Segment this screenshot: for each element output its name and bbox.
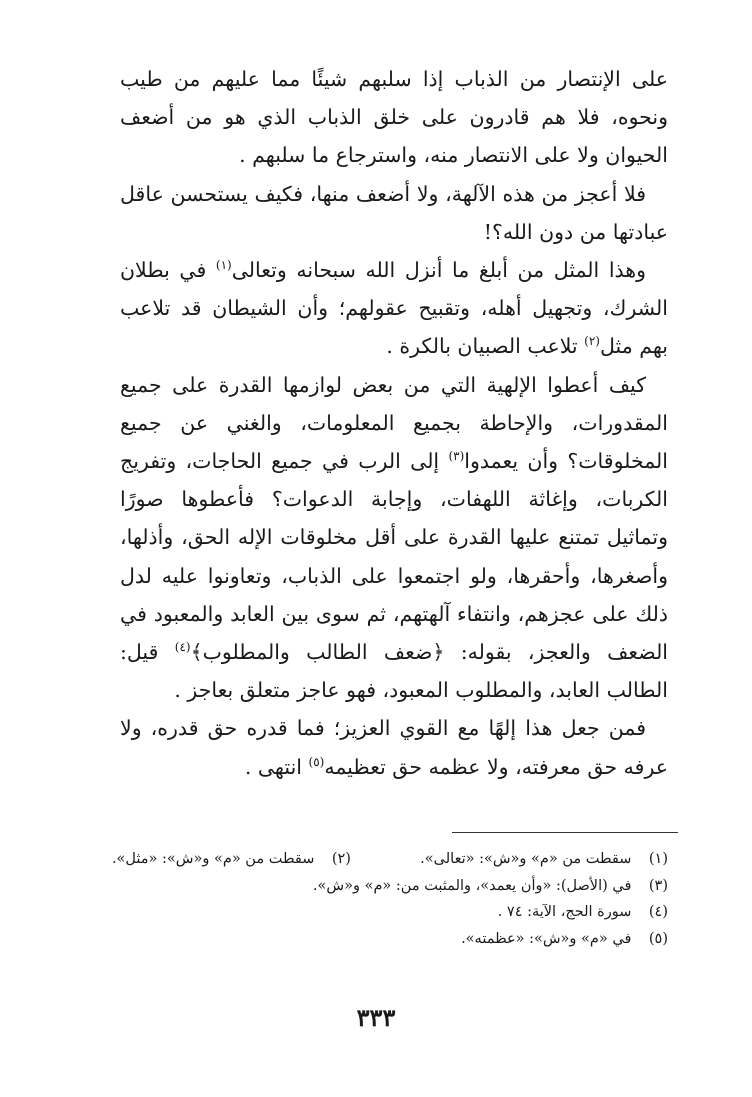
footnote-text: في (الأصل): «وأن يعمد»، والمثبت من: «م» و«ش». bbox=[312, 877, 632, 894]
page-number: ٣٣٣ bbox=[356, 1003, 396, 1032]
footnote-text: سورة الحج، الآية: ٧٤ . bbox=[497, 904, 632, 920]
paragraph bbox=[120, 366, 668, 710]
footnote-number: (١) bbox=[648, 851, 668, 867]
footnotes bbox=[111, 846, 668, 952]
footnote-text: في «م» و«ش»: «عظمته». bbox=[461, 930, 632, 947]
footnote-reference: (٢) bbox=[584, 334, 600, 349]
page-body bbox=[120, 60, 668, 786]
footnote-divider bbox=[452, 832, 678, 833]
footnote-line-5 bbox=[120, 926, 668, 953]
footnote-reference: (٣) bbox=[448, 449, 465, 464]
paragraph-text: قيل: الطالب العابد، والمطلوب المعبود، فهو عاجز متعلق بعاجز . bbox=[120, 640, 668, 703]
footnote-reference: (١) bbox=[215, 258, 232, 273]
footnote-number: (٢) bbox=[331, 851, 351, 867]
footnote-line-3 bbox=[120, 873, 668, 900]
main-text bbox=[120, 60, 668, 786]
footnote-number: (٤) bbox=[648, 904, 668, 920]
paragraph-text: كيف أعطوا الإلهية التي من بعض لوازمها القدرة على جميع المقدورات، والإحاطة بجميع المعلومات، والغني عن جميع المخلوقات؟ وأن يعمدوا bbox=[120, 372, 668, 474]
paragraph bbox=[120, 175, 668, 251]
paragraph-text: تلاعب الصبيان بالكرة . bbox=[386, 334, 585, 359]
paragraph bbox=[120, 251, 668, 366]
footnote-reference: (٤) bbox=[174, 640, 191, 655]
paragraph bbox=[120, 709, 668, 785]
paragraph bbox=[120, 60, 668, 175]
footnote-text: سقطت من «م» و«ش»: «مثل». bbox=[111, 851, 315, 867]
paragraph-text: فمن جعل هذا إلهًا مع القوي العزيز؛ فما قدره حق قدره، ولا عرفه حق معرفته، ولا عظمه حق تعظيمه bbox=[120, 716, 668, 779]
footnote-reference: (٥) bbox=[308, 754, 325, 769]
paragraph-text: وهذا المثل من أبلغ ما أنزل الله سبحانه وتعالى bbox=[231, 258, 646, 283]
paragraph-text: إلى الرب في جميع الحاجات، وتفريج الكربات، وإغاثة اللهفات، وإجابة الدعوات؟ فأعطوها صورًا وتماثيل تمتنع عليها القدرة على أقل مخلوقات الإله الحق، وأذلها، وأصغرها، وأحقرها، ولو اجتمعوا على الذباب، وتعاونوا عليه لدل ذلك على عجزهم، وانتفاء آلهتهم، ثم سوى بين العابد والمعبود في الضعف والعجز، بقوله: ﴿ضعف الطالب والمطلوب﴾ bbox=[120, 449, 669, 665]
paragraph-text: فلا أعجز من هذه الآلهة، ولا أضعف منها، فكيف يستحسن عاقل عبادتها من دون الله؟! bbox=[120, 181, 668, 244]
footnote-line-4 bbox=[120, 899, 668, 926]
paragraph-text: انتهى . bbox=[244, 754, 309, 779]
footnote-number: (٣) bbox=[648, 877, 668, 894]
footnote-number: (٥) bbox=[648, 930, 668, 947]
paragraph-text: في بطلان الشرك، وتجهيل أهله، وتقبيح عقولهم؛ وأن الشيطان قد تلاعب بهم مثل bbox=[120, 258, 668, 359]
footnote-text: سقطت من «م» و«ش»: «تعالى». bbox=[420, 851, 632, 867]
paragraph-text: على الإنتصار من الذباب إذا سلبهم شيئًا مما عليهم من طيب ونحوه، فلا هم قادرون على خلق الذباب الذي هو من أضعف الحيوان ولا على الانتصار منه، واسترجاع ما سلبهم . bbox=[120, 67, 668, 168]
footnote-line-1-2 bbox=[111, 846, 668, 873]
